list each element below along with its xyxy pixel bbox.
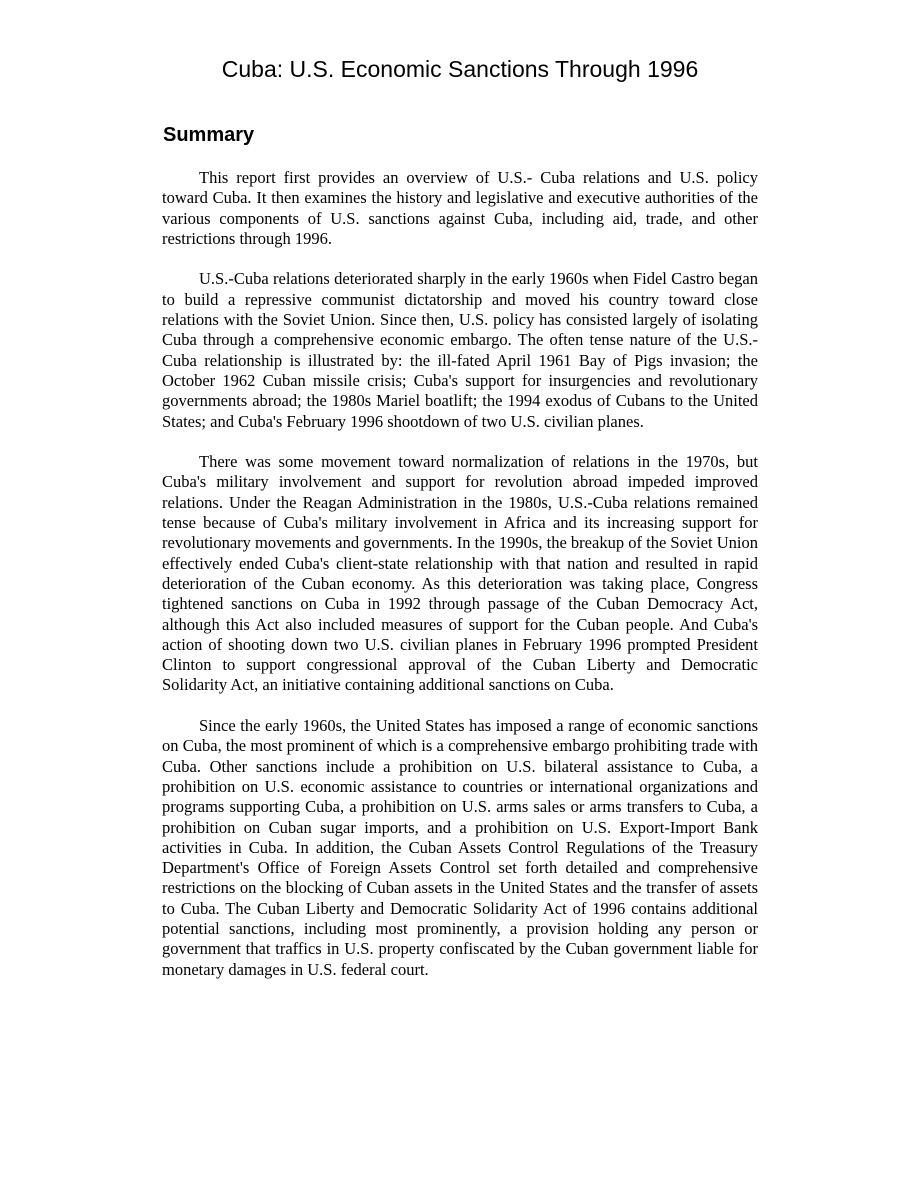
paragraph: This report first provides an overview of U.S.- Cuba relations and U.S. policy toward Cuba. It then examines the history and legislative and executive authorities of the various components of U.S. sanctions against Cuba, including aid, trade, and other restrictions through 1996. [162,168,758,248]
paragraph: Since the early 1960s, the United States has imposed a range of economic sanctions on Cuba, the most prominent of which is a comprehensive embargo prohibiting trade with Cuba. Other sanctions include a prohibition on U.S. bilateral assistance to Cuba, a prohibition on U.S. economic assistance to countries or international organizations and programs supporting Cuba, a prohibition on U.S. arms sales or arms transfers to Cuba, a prohibition on Cuban sugar imports, and a prohibition on U.S. Export-Import Bank activities in Cuba. In addition, the Cuban Assets Control Regulations of the Treasury Department's Office of Foreign Assets Control set forth detailed and comprehensive restrictions on the blocking of Cuban assets in the United States and the transfer of assets to Cuba. The Cuban Liberty and Democratic Solidarity Act of 1996 contains additional potential sanctions, including most prominently, a provision holding any person or government that traffics in U.S. property confiscated by the Cuban government liable for monetary damages in U.S. federal court. [162,716,758,979]
summary-body [162,168,758,1000]
paragraph: U.S.-Cuba relations deteriorated sharply in the early 1960s when Fidel Castro began to build a repressive communist dictatorship and moved his country toward close relations with the Soviet Union. Since then, U.S. policy has consisted largely of isolating Cuba through a comprehensive economic embargo. The often tense nature of the U.S.-Cuba relationship is illustrated by: the ill-fated April 1961 Bay of Pigs invasion; the October 1962 Cuban missile crisis; Cuba's support for insurgencies and revolutionary governments abroad; the 1980s Mariel boatlift; the 1994 exodus of Cubans to the United States; and Cuba's February 1996 shootdown of two U.S. civilian planes. [162,269,758,431]
section-heading-summary: Summary [163,124,255,146]
document-title: Cuba: U.S. Economic Sanctions Through 1996 [221,56,699,82]
paragraph: There was some movement toward normalization of relations in the 1970s, but Cuba's military involvement and support for revolution abroad impeded improved relations. Under the Reagan Administration in the 1980s, U.S.-Cuba relations remained tense because of Cuba's military involvement in Africa and its increasing support for revolutionary movements and governments. In the 1990s, the breakup of the Soviet Union effectively ended Cuba's client-state relationship with that nation and resulted in rapid deterioration of the Cuban economy. As this deterioration was taking place, Congress tightened sanctions on Cuba in 1992 through passage of the Cuban Democracy Act, although this Act also included measures of support for the Cuban people. And Cuba's action of shooting down two U.S. civilian planes in February 1996 prompted President Clinton to support congressional approval of the Cuban Liberty and Democratic Solidarity Act, an initiative containing additional sanctions on Cuba. [162,452,758,695]
